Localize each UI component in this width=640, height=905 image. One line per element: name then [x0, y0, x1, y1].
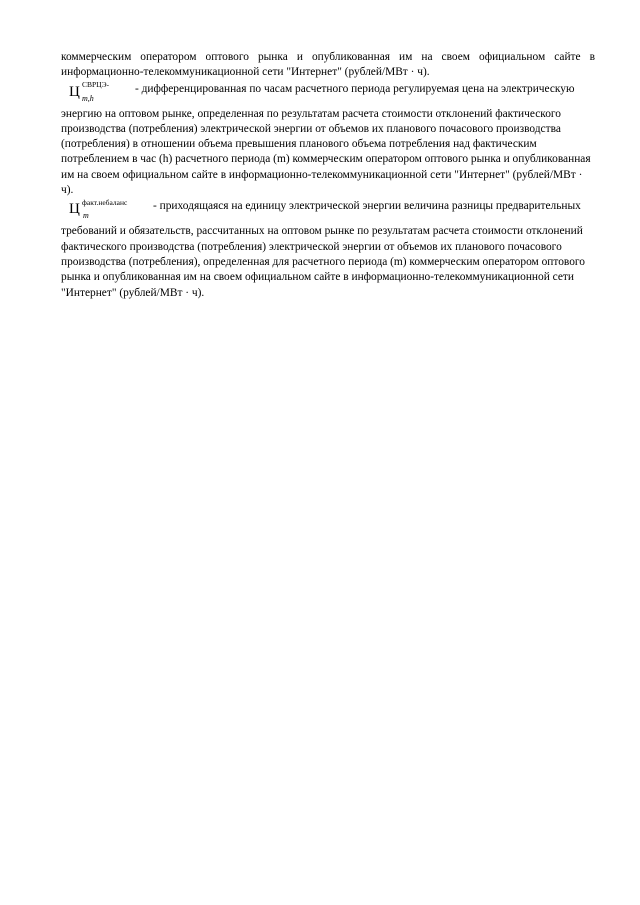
formula-symbol-fact-nebalans [69, 198, 153, 224]
definition-svrce [61, 81, 595, 199]
symbol-superscript: факт.небаланс [82, 198, 128, 208]
document-page [61, 50, 595, 301]
formula-symbol-svrce [69, 81, 135, 107]
symbol-letter: Ц [69, 201, 80, 218]
intro-paragraph: коммерческим оператором оптового рынка и опубликованная им на своем официальном сайте в информационно-телекоммуникационной сети "Интернет" (рублей/МВт · ч). [61, 51, 595, 79]
symbol-superscript: СВРЦЭ- [82, 79, 110, 89]
definition-text: - приходящаяся на единицу электрической энергии величина разницы предварительных требований и обязательств, рассчитанных на оптовом рынке по результатам расчета стоимости отклонений фактического производства (потребления) электрической энергии от объемов их планового почасового производства (потребления), определенная для расчетного периода (m) коммерческим оператором оптового рынка и опубликованная им на своем официальном сайте в информационно-телекоммуникационной сети "Интернет" (рублей/МВт · ч). [61, 200, 586, 299]
definition-fact-nebalans [61, 198, 595, 300]
symbol-letter: Ц [69, 83, 80, 100]
definition-text: - дифференцированная по часам расчетного периода регулируемая цена на электрическую энергию на оптовом рынке, определенная по результатам расчета стоимости отклонений фактического производства (потребления) электрической энергии от объемов их планового почасового производства (потребления) в отношении объема превышения планового объема потребления над фактическим потреблением в час (h) расчетного периода (m) коммерческим оператором оптового рынка и опубликованная им на своем официальном сайте в информационно-телекоммуникационной сети "Интернет" (рублей/МВт · ч). [61, 82, 591, 197]
symbol-subscript: m,h [82, 93, 94, 103]
symbol-subscript: m [83, 211, 89, 221]
